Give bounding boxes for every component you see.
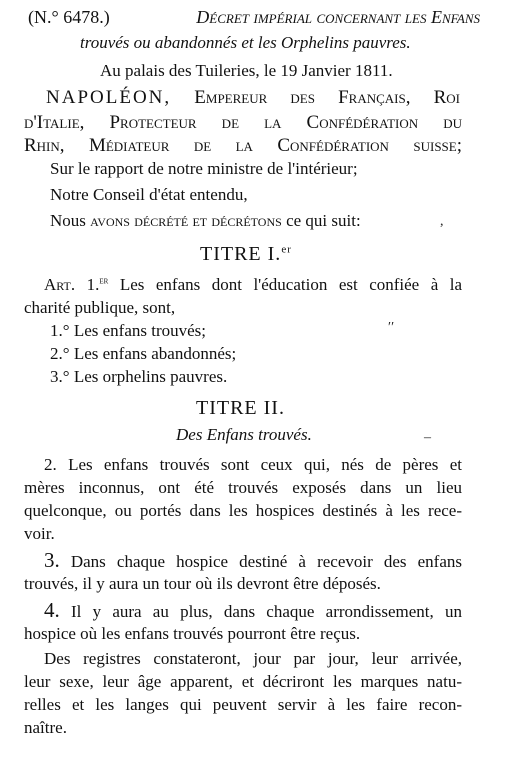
para-line1: Des registres constateront, jour par jour, leur arrivée,: [44, 649, 462, 668]
emperor-line3: Rhin, Médiateur de la Confédération suisse;: [24, 135, 462, 156]
art2-line3: quelconque, ou portés dans les hospices destinés à les rece-: [24, 501, 462, 520]
art3-num: 3.: [44, 548, 60, 572]
emperor-name: NAPOLÉON,: [46, 87, 172, 108]
titre1-heading-text: TITRE I.: [200, 243, 282, 265]
art2-line1: [44, 456, 462, 473]
stray-mark-1: ,: [440, 214, 444, 229]
preamble-suffix: ce qui suit:: [286, 211, 361, 230]
art2-text-1: Les enfans trouvés sont ceux qui, nés de pères et: [68, 455, 462, 474]
art1-label-sup: er: [99, 275, 109, 287]
art1-label-text: Art. 1.: [44, 275, 100, 294]
stray-mark-3: –: [424, 430, 431, 445]
preamble-council: Notre Conseil d'état entendu,: [50, 185, 248, 204]
emperor-line1: [46, 88, 460, 107]
preamble-nous: Nous: [50, 211, 86, 230]
art4-num: 4.: [44, 598, 60, 622]
decree-header-line1: [28, 8, 480, 26]
art3-line1: [44, 550, 462, 571]
art1-item-3: [50, 368, 227, 385]
art4-text-1: Il y aura au plus, dans chaque arrondissement, un: [70, 602, 462, 621]
item-text: Les enfans abandonnés;: [73, 344, 237, 363]
emperor-line2: d'Italie, Protecteur de la Confédération du: [24, 112, 462, 133]
art2-num: 2.: [44, 455, 57, 474]
decree-title-line1: Décret impérial concernant les Enfans: [196, 7, 480, 27]
preamble-decree-words: avons décrété et décrétons: [90, 211, 282, 230]
art2-line4: voir.: [24, 524, 55, 543]
art3-line2: trouvés, il y aura un tour où ils devront être déposés.: [24, 574, 381, 593]
titre2-subheading: Des Enfans trouvés.: [176, 425, 312, 444]
art3-text-1: Dans chaque hospice destiné à recevoir des enfans: [70, 552, 462, 571]
stray-mark-2: ′′: [388, 320, 395, 335]
para-line3: relles et les langes qui peuvent servir à les faire recon-: [24, 695, 462, 714]
item-num: 1.°: [50, 321, 70, 340]
decree-title-line2: trouvés ou abandonnés et les Orphelins pauvres.: [80, 33, 411, 52]
item-num: 3.°: [50, 367, 70, 386]
preamble-decree: [50, 212, 361, 229]
art1-line1: [44, 276, 462, 293]
emperor-title-1: Empereur des Français, Roi: [194, 87, 461, 108]
preamble-report: Sur le rapport de notre ministre de l'intérieur;: [50, 159, 358, 178]
art4-line1: [44, 600, 462, 621]
titre1-heading: [200, 244, 292, 264]
titre2-heading: TITRE II.: [196, 397, 285, 419]
para-line4: naître.: [24, 718, 67, 737]
titre1-heading-sup: er: [281, 243, 292, 256]
art1-item-1: [50, 322, 206, 339]
item-text: Les orphelins pauvres.: [73, 367, 228, 386]
art4-line2: hospice où les enfans trouvés pourront être reçus.: [24, 624, 361, 643]
art1-label: [44, 275, 108, 294]
art2-line2: mères inconnus, ont été trouvés exposés dans un lieu: [24, 478, 462, 497]
para-line2: leur sexe, leur âge apparent, et décriront les marques natu-: [24, 672, 462, 691]
item-num: 2.°: [50, 344, 70, 363]
art1-item-2: [50, 345, 236, 362]
item-text: Les enfans trouvés;: [73, 321, 206, 340]
art1-line2: charité publique, sont,: [24, 298, 176, 317]
decree-number: (N.° 6478.): [28, 7, 110, 27]
art1-text-1: Les enfans dont l'éducation est confiée à la: [119, 275, 463, 294]
dateline: Au palais des Tuileries, le 19 Janvier 1811.: [100, 61, 393, 80]
